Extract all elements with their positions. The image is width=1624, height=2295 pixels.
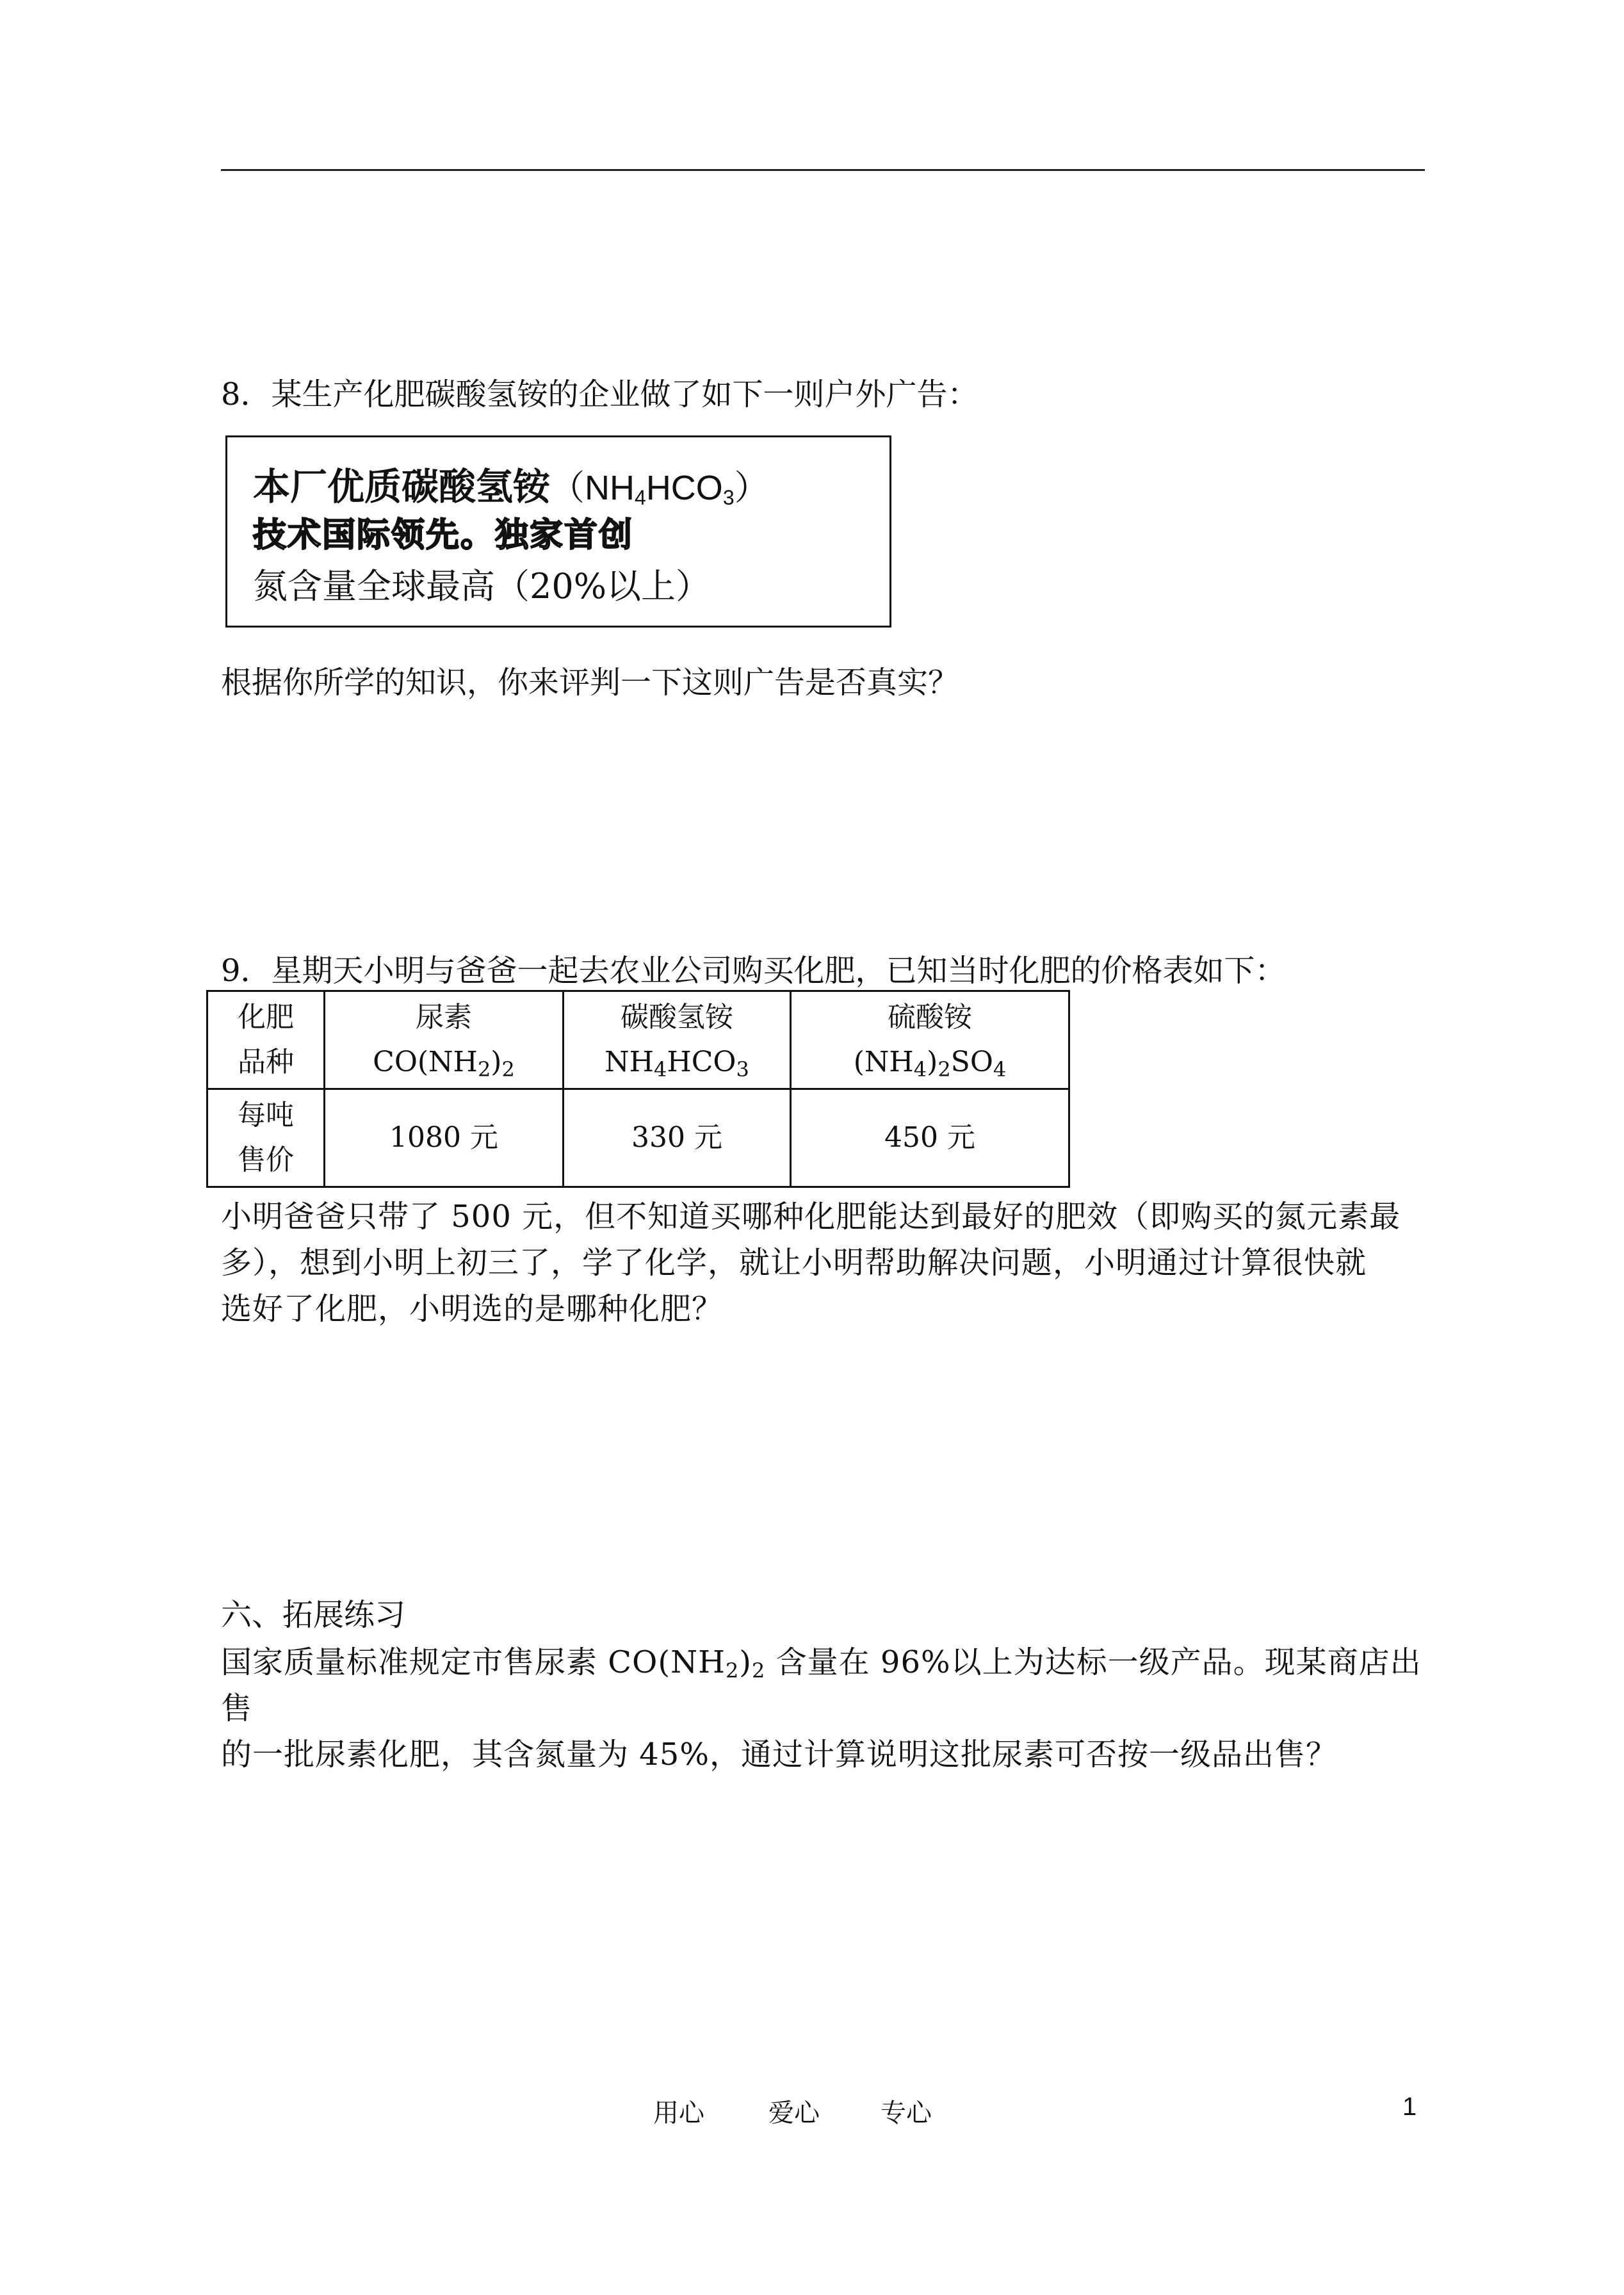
section6-heading: 六、拓展练习 — [221, 1597, 406, 1633]
q8-heading: 8．某生产化肥碳酸氢铵的企业做了如下一则户外广告： — [221, 377, 978, 412]
price-table — [206, 990, 1070, 1188]
table-col-ammonium-sulfate: 硫酸铵 $(NH_4)_2SO_4$ — [791, 991, 1069, 1089]
q8-question: 根据你所学的知识，你来评判一下这则广告是否真实？ — [221, 665, 959, 701]
q9-body: 小明爸爸只带了 500 元，但不知道买哪种化肥能达到最好的肥效（即购买的氮元素最 多），想到小明上初三了，学了化学，就让小明帮助解决问题，小明通过计算很快就 选好了化肥，小明选的是哪种化肥？ — [221, 1199, 1401, 1327]
footer-motto-3: 专心 — [881, 2098, 932, 2128]
table-col-ammonium-bicarbonate: 碳酸氢铵 $NH_4HCO_3$ — [564, 991, 791, 1089]
footer-motto-1: 用心 — [653, 2098, 704, 2128]
table-row — [207, 1089, 1069, 1187]
table-row — [207, 991, 1069, 1089]
advertisement-box — [225, 435, 891, 628]
page-number: 1 — [1402, 2093, 1417, 2121]
section6-body: 国家质量标准规定市售尿素 $CO(NH_2)_2$ 含量在 96%以上为达标一级产品。现某商店出售 的一批尿素化肥，其含氮量为 45%，通过计算说明这批尿素可否按一级品出售？ — [221, 1644, 1422, 1772]
ad-formula: $(NH_4HCO_3)$ — [550, 469, 769, 509]
table-row-label: 每吨 售价 — [207, 1089, 325, 1187]
ad-title: 本厂优质碳酸氢铵 — [253, 465, 551, 508]
header-rule — [221, 169, 1425, 171]
ad-slogan: 技术国际领先。独家首创 — [253, 516, 634, 555]
footer-motto-2: 爱心 — [768, 2098, 820, 2128]
q9-heading: 9．星期天小明与爸爸一起去农业公司购买化肥，已知当时化肥的价格表如下： — [221, 953, 1286, 989]
ad-line-1 — [253, 457, 769, 510]
price-urea: 1080 元 — [325, 1089, 564, 1187]
price-ammonium-bicarbonate: 330 元 — [564, 1089, 791, 1187]
price-ammonium-sulfate: 450 元 — [791, 1089, 1069, 1187]
table-col-urea: 尿素 $CO(NH_2)_2$ — [325, 991, 564, 1089]
ad-claim: 氮含量全球最高（20%以上） — [253, 566, 711, 606]
table-header-label: 化肥 品种 — [207, 991, 325, 1089]
